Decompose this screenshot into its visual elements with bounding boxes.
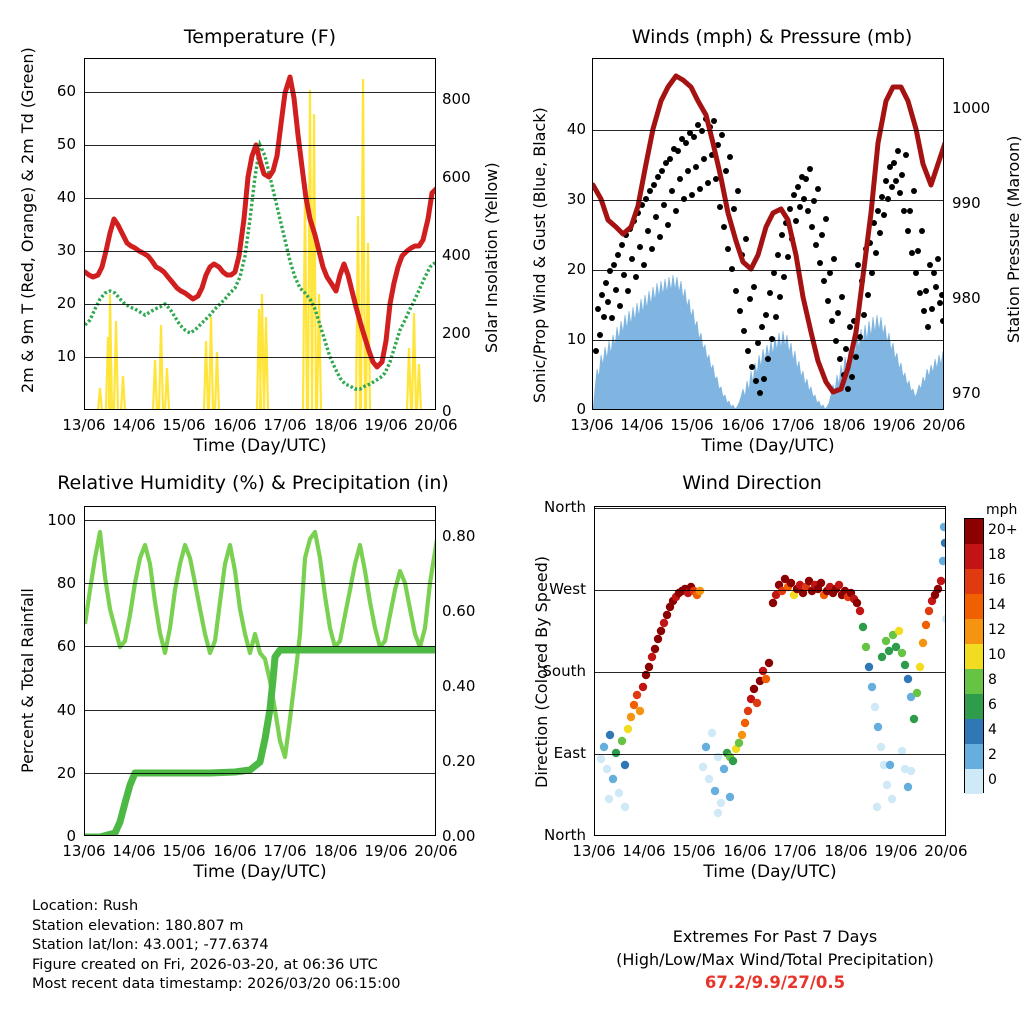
x-tick-label: 19/06 [874,842,918,860]
gridline [85,583,435,584]
gridline [595,508,945,509]
x-tick-label: 16/06 [213,842,257,860]
x-tick-label: 13/06 [572,842,616,860]
panel-temperature [0,18,512,458]
colorbar-tick-label: 18 [988,547,1006,563]
x-tick-label: 13/06 [62,416,106,434]
y-tick-label: 40 [566,120,586,138]
extremes-summary [540,925,1010,994]
y-tick-label: 0 [576,400,586,418]
panel-humidity-precip [0,468,512,888]
x-tick-label: 16/06 [721,416,765,434]
x-tick-label: 14/06 [622,842,666,860]
y2-tick-label: 0.80 [442,527,476,545]
colorbar-title: mph [986,502,1018,518]
temperature-xlabel: Time (Day/UTC) [193,436,327,456]
y2-tick-label: 0.60 [442,602,476,620]
humidity-series-svg [85,507,436,836]
y-tick-label: 30 [56,241,76,259]
y-tick-label: West [549,580,586,598]
relative-humidity-trace [85,532,436,757]
panel-winds-pressure [512,18,1024,458]
gridline [85,92,435,93]
temperature-ylabel: 2m & 9m T (Red, Orange) & 2m Td (Green) [18,47,37,393]
humidity-ylabel: Percent & Total Rainfall [18,588,37,773]
gridline [85,304,435,305]
wind-direction-chart-title: Wind Direction [682,472,822,494]
gridline [595,590,945,591]
wind-direction-xlabel: Time (Day/UTC) [703,862,837,882]
x-tick-label: 18/06 [822,416,866,434]
x-tick-label: 19/06 [364,842,408,860]
x-tick-label: 17/06 [773,842,817,860]
y2-tick-label: 1000 [952,99,991,117]
metadata-line: Station lat/lon: 43.001; -77.6374 [32,937,269,953]
metadata-line: Figure created on Fri, 2026-03-20, at 06:36 UTC [32,956,378,973]
gridline [593,270,943,271]
colorbar-tick-label: 16 [988,572,1006,588]
winds-ylabel: Sonic/Prop Wind & Gust (Blue, Black) [530,107,549,403]
colorbar-swatch [965,544,983,569]
y-tick-label: 10 [566,330,586,348]
gridline [85,198,435,199]
y2-tick-label: 0.40 [442,677,476,695]
x-tick-label: 14/06 [112,416,156,434]
x-tick-label: 17/06 [771,416,815,434]
temperature-y2label: Solar Insolation (Yellow) [482,162,501,353]
y-tick-label: South [542,662,586,680]
y2-tick-label: 0.20 [442,752,476,770]
x-tick-label: 16/06 [213,416,257,434]
x-tick-label: 20/06 [922,416,966,434]
y-tick-label: 30 [566,190,586,208]
y2-tick-label: 0 [442,402,452,420]
y-tick-label: 10 [56,347,76,365]
metadata-line: Location: Rush [32,898,139,914]
winds-y2label: Station Pressure (Maroon) [1004,135,1023,343]
y2-tick-label: 980 [952,289,981,307]
temperature-plot-area [84,58,436,410]
x-tick-label: 18/06 [314,842,358,860]
colorbar-swatch [965,569,983,594]
y2-tick-label: 990 [952,194,981,212]
y2-tick-label: 0.00 [442,827,476,845]
x-tick-label: 18/06 [314,416,358,434]
y-tick-label: 60 [56,637,76,655]
colorbar-swatch [965,719,983,744]
temperature-chart-title: Temperature (F) [183,26,337,48]
x-tick-label: 14/06 [620,416,664,434]
y2-tick-label: 200 [442,324,471,342]
colorbar-swatch [965,769,983,794]
x-tick-label: 15/06 [672,842,716,860]
y2-tick-label: 800 [442,90,471,108]
gridline [595,754,945,755]
wind-direction-points [597,523,946,817]
x-tick-label: 20/06 [414,842,458,860]
x-tick-label: 19/06 [872,416,916,434]
winds-xlabel: Time (Day/UTC) [701,436,835,456]
colorbar-tick-label: 8 [988,672,997,688]
panel-wind-direction [512,468,1024,888]
y-tick-label: 20 [56,294,76,312]
x-tick-label: 20/06 [414,416,458,434]
x-tick-label: 13/06 [62,842,106,860]
metadata-line: Most recent data timestamp: 2026/03/20 06:15:00 [32,976,401,992]
wind-direction-plot-area [594,506,946,836]
x-tick-label: 19/06 [364,416,408,434]
colorbar-swatch [965,644,983,669]
metadata-line: Station elevation: 180.807 m [32,917,244,934]
colorbar-tick-label: 2 [988,747,997,763]
extremes-subtitle: (High/Low/Max Wind/Total Precipitation) [616,950,934,969]
colorbar-swatch [965,694,983,719]
humidity-chart-title: Relative Humidity (%) & Precipitation (in) [57,472,449,494]
extremes-values: 67.2/9.9/27/0.5 [704,973,846,992]
colorbar-tick-label: 0 [988,772,997,788]
colorbar-tick-label: 6 [988,697,997,713]
y-tick-label: 20 [56,764,76,782]
gridline [593,130,943,131]
y-tick-label: 50 [56,135,76,153]
colorbar-tick-label: 4 [988,722,997,738]
y-tick-label: North [544,498,586,516]
y-tick-label: East [553,744,586,762]
y-tick-label: 80 [56,574,76,592]
colorbar-tick-label: 20+ [988,522,1018,538]
colorbar-swatch [965,669,983,694]
x-tick-label: 15/06 [670,416,714,434]
y-tick-label: 20 [566,260,586,278]
humidity-plot-area [84,506,436,836]
wind-speed-colorbar [964,502,1022,826]
gridline [595,672,945,673]
y-tick-label: 60 [56,82,76,100]
x-tick-label: 20/06 [924,842,968,860]
humidity-xlabel: Time (Day/UTC) [193,862,327,882]
gridline [593,340,943,341]
gridline [85,646,435,647]
gridline [85,251,435,252]
x-tick-label: 15/06 [162,416,206,434]
y2-tick-label: 970 [952,384,981,402]
x-tick-label: 17/06 [263,842,307,860]
y-tick-label: 0 [66,827,76,845]
gridline [85,357,435,358]
colorbar-swatch [965,744,983,769]
x-tick-label: 16/06 [723,842,767,860]
y-tick-label: North [544,826,586,844]
colorbar-tick-label: 12 [988,622,1006,638]
gridline [85,710,435,711]
gridline [85,145,435,146]
gridline [85,773,435,774]
colorbar-tick-label: 14 [988,597,1006,613]
x-tick-label: 15/06 [162,842,206,860]
station-metadata [32,897,400,995]
winds-chart-title: Winds (mph) & Pressure (mb) [631,26,913,48]
extremes-title: Extremes For Past 7 Days [672,927,878,946]
x-tick-label: 14/06 [112,842,156,860]
gridline [85,520,435,521]
colorbar-swatch [965,594,983,619]
y2-tick-label: 600 [442,168,471,186]
colorbar-swatch [965,519,983,544]
x-tick-label: 13/06 [570,416,614,434]
gridline [593,200,943,201]
y-tick-label: 40 [56,701,76,719]
x-tick-label: 18/06 [824,842,868,860]
y-tick-label: 40 [56,188,76,206]
precipitation-trace [85,650,436,836]
colorbar-tick-label: 10 [988,647,1006,663]
x-tick-label: 17/06 [263,416,307,434]
y2-tick-label: 400 [442,246,471,264]
winds-plot-area [592,58,944,410]
winds-series-svg [593,59,944,410]
wind-direction-ylabel: Direction (Colored By Speed) [532,555,551,788]
colorbar-swatch [965,619,983,644]
y-tick-label: 100 [47,511,76,529]
